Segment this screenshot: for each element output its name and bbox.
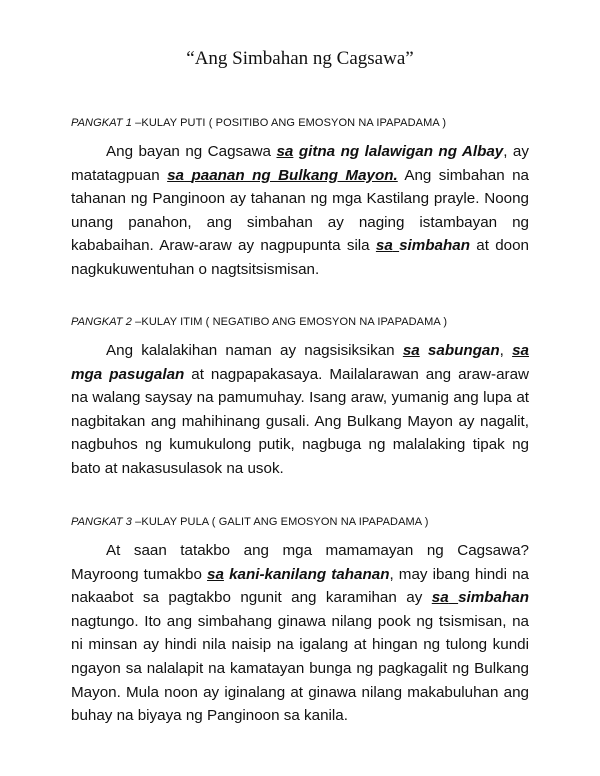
emphasis-space bbox=[449, 589, 458, 606]
emphasis-space bbox=[420, 342, 428, 359]
emphasis-underlined: sa bbox=[375, 237, 393, 255]
text-run: , may ibang hindi na nakaabot sa pagtakbo ngunit ang karamihan ay bbox=[71, 565, 529, 607]
text-run: , bbox=[499, 342, 513, 359]
text-run: at doon nagkukuwentuhan o nagtsitsismisan. bbox=[71, 237, 529, 278]
emphasis-underlined: sa bbox=[167, 166, 185, 184]
emphasis-underlined: sa bbox=[431, 589, 449, 607]
emphasis-bold-italic: sabungan bbox=[427, 342, 500, 359]
emphasis-bold-italic: kani-kanilang tahanan bbox=[229, 565, 390, 583]
emphasis-bold-italic: mga pasugalan bbox=[71, 365, 185, 383]
document-title: “Ang Simbahan ng Cagsawa” bbox=[186, 48, 414, 69]
section-heading-text-1: –KULAY PUTI ( POSITIBO ANG EMOSYON NA IPAPADAMA ) bbox=[132, 117, 447, 129]
section-heading-3 bbox=[71, 516, 429, 528]
section-paragraph-1 bbox=[71, 140, 529, 282]
emphasis-bold-italic: simbahan bbox=[399, 237, 470, 255]
emphasis-underlined: sa bbox=[276, 143, 294, 160]
section-label-1: PANGKAT 1 bbox=[71, 117, 133, 129]
section-heading-2 bbox=[71, 316, 447, 328]
text-run: Ang bayan ng Cagsawa bbox=[106, 143, 277, 160]
emphasis-underlined: paanan ng Bulkang Mayon. bbox=[191, 166, 398, 184]
section-heading-1 bbox=[71, 117, 446, 129]
section-label-2: PANGKAT 2 bbox=[71, 316, 133, 328]
emphasis-underlined: sa bbox=[512, 342, 529, 359]
text-run: nagtungo. Ito ang simbahang ginawa nilang pook ng tsismisan, na ni minsan ay hindi nila naisip na igalang at hingan ng tulong kundi ngayon sa nalalapit na kamatayan bunga ng pagkagalit ng Bulkang Mayon. Mula noon ay iginalang at ginawa nilang makabuluhan ang buhay na biyaya ng Panginoon sa kanila. bbox=[71, 612, 529, 725]
text-run: Ang kalalakihan naman ay nagsisiksikan bbox=[106, 342, 403, 359]
section-heading-text-2: –KULAY ITIM ( NEGATIBO ANG EMOSYON NA IPAPADAMA ) bbox=[132, 316, 448, 328]
text-run: at nagpapakasaya. Mailalarawan ang araw-araw na walang saysay na pamumuhay. Isang araw, yumanig ang lupa at nagbitakan ang mahihinang gusali. Ang Bulkang Mayon ay nagalit, nagbuhos ng kumukulong putik, nagbuga ng malalaking tipak ng bato at nakasusulasok na usok. bbox=[71, 365, 529, 477]
section-paragraph-3 bbox=[71, 539, 529, 728]
section-heading-text-3: –KULAY PULA ( GALIT ANG EMOSYON NA IPAPADAMA ) bbox=[132, 516, 429, 528]
text-run: At saan tatakbo ang mga mamamayan ng Cagsawa? Mayroong tumakbo bbox=[71, 542, 529, 583]
text-run: , ay matatagpuan bbox=[71, 143, 529, 184]
emphasis-bold-italic: gitna ng lalawigan ng Albay bbox=[298, 143, 504, 160]
emphasis-bold-italic: simbahan bbox=[458, 589, 529, 607]
emphasis-underlined: sa bbox=[207, 565, 224, 583]
emphasis-underlined: sa bbox=[402, 342, 420, 359]
text-run: Ang simbahan na tahanan ng Panginoon ay tahanan ng mga Kastilang prayle. Noong unang panahon, ang simbahan ay naging istambayan ng kababaihan. Araw-araw ay nagpupunta sila bbox=[71, 166, 529, 255]
section-label-3: PANGKAT 3 bbox=[71, 516, 133, 528]
section-paragraph-2 bbox=[71, 339, 529, 481]
